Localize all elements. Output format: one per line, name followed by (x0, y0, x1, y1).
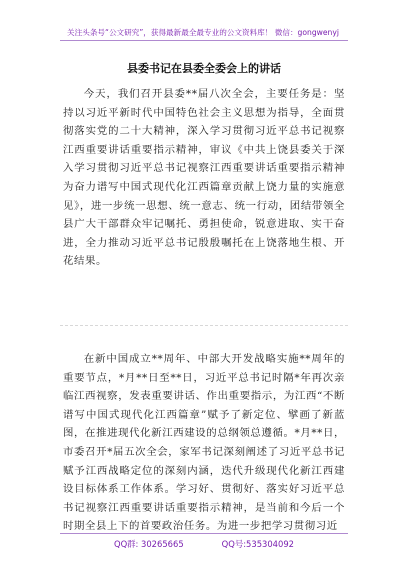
promo-header: 关注头条号“公文研究”，获得最新最全最专业的公文资料库！ 微信：gongwenyj (67, 28, 339, 37)
paragraph-2: 在新中国成立**周年、中部大开发战略实施**周年的重要节点，*月**日至**日，习近平总书记时隔*年再次亲临江西视察，发表重要讲话、作出重要指示，为江西“不断谱写中国式现代化江西篇章”赋予了新定位、擘画了新蓝图，在推进现代化新江西建设的总纲领总遵循。*月**日，市委召开*届五次全会，家军书记深刻阐述了习近平总书记赋予江西战略定位的深刻内涵，迭代升级现代化新江西建设目标体系工作体系。学习好、贯彻好、落实好习近平总书记视察江西重要讲话重要指示精神，是当前和今后一个时期全县上下的首要政治任务。为进一步把学习贯彻习近 (63, 353, 345, 533)
header-divider (60, 40, 348, 41)
paragraph-1: 今天，我们召开县委**届八次全会，主要任务是：坚持以习近平新时代中国特色社会主义思想为指导，全面贯彻落实党的二十大精神，深入学习贯彻习近平总书记视察江西重要讲话重要指示精神，审议《中共上饶县委关于深入学习贯彻习近平总书记视察江西重要讲话重要指示精神为奋力谱写中国式现代化江西篇章贡献上饶力量的实施意见》，进一步统一思想、统一意志、统一行动，团结带领全县广大干部群众牢记嘱托、勇担使命，锐意进取、实干奋进，全力推动习近平总书记殷殷嘱托在上饶落地生根、开花结果。 (63, 88, 345, 268)
page-title: 县委书记在县委全委会上的讲话 (127, 62, 281, 75)
footer-divider (60, 533, 348, 534)
qq-group-label: QQ群: 30265665 (113, 539, 184, 549)
qq-number-label: QQ号:535304092 (221, 539, 294, 549)
page-break-divider (60, 325, 348, 326)
promo-footer (0, 538, 408, 550)
